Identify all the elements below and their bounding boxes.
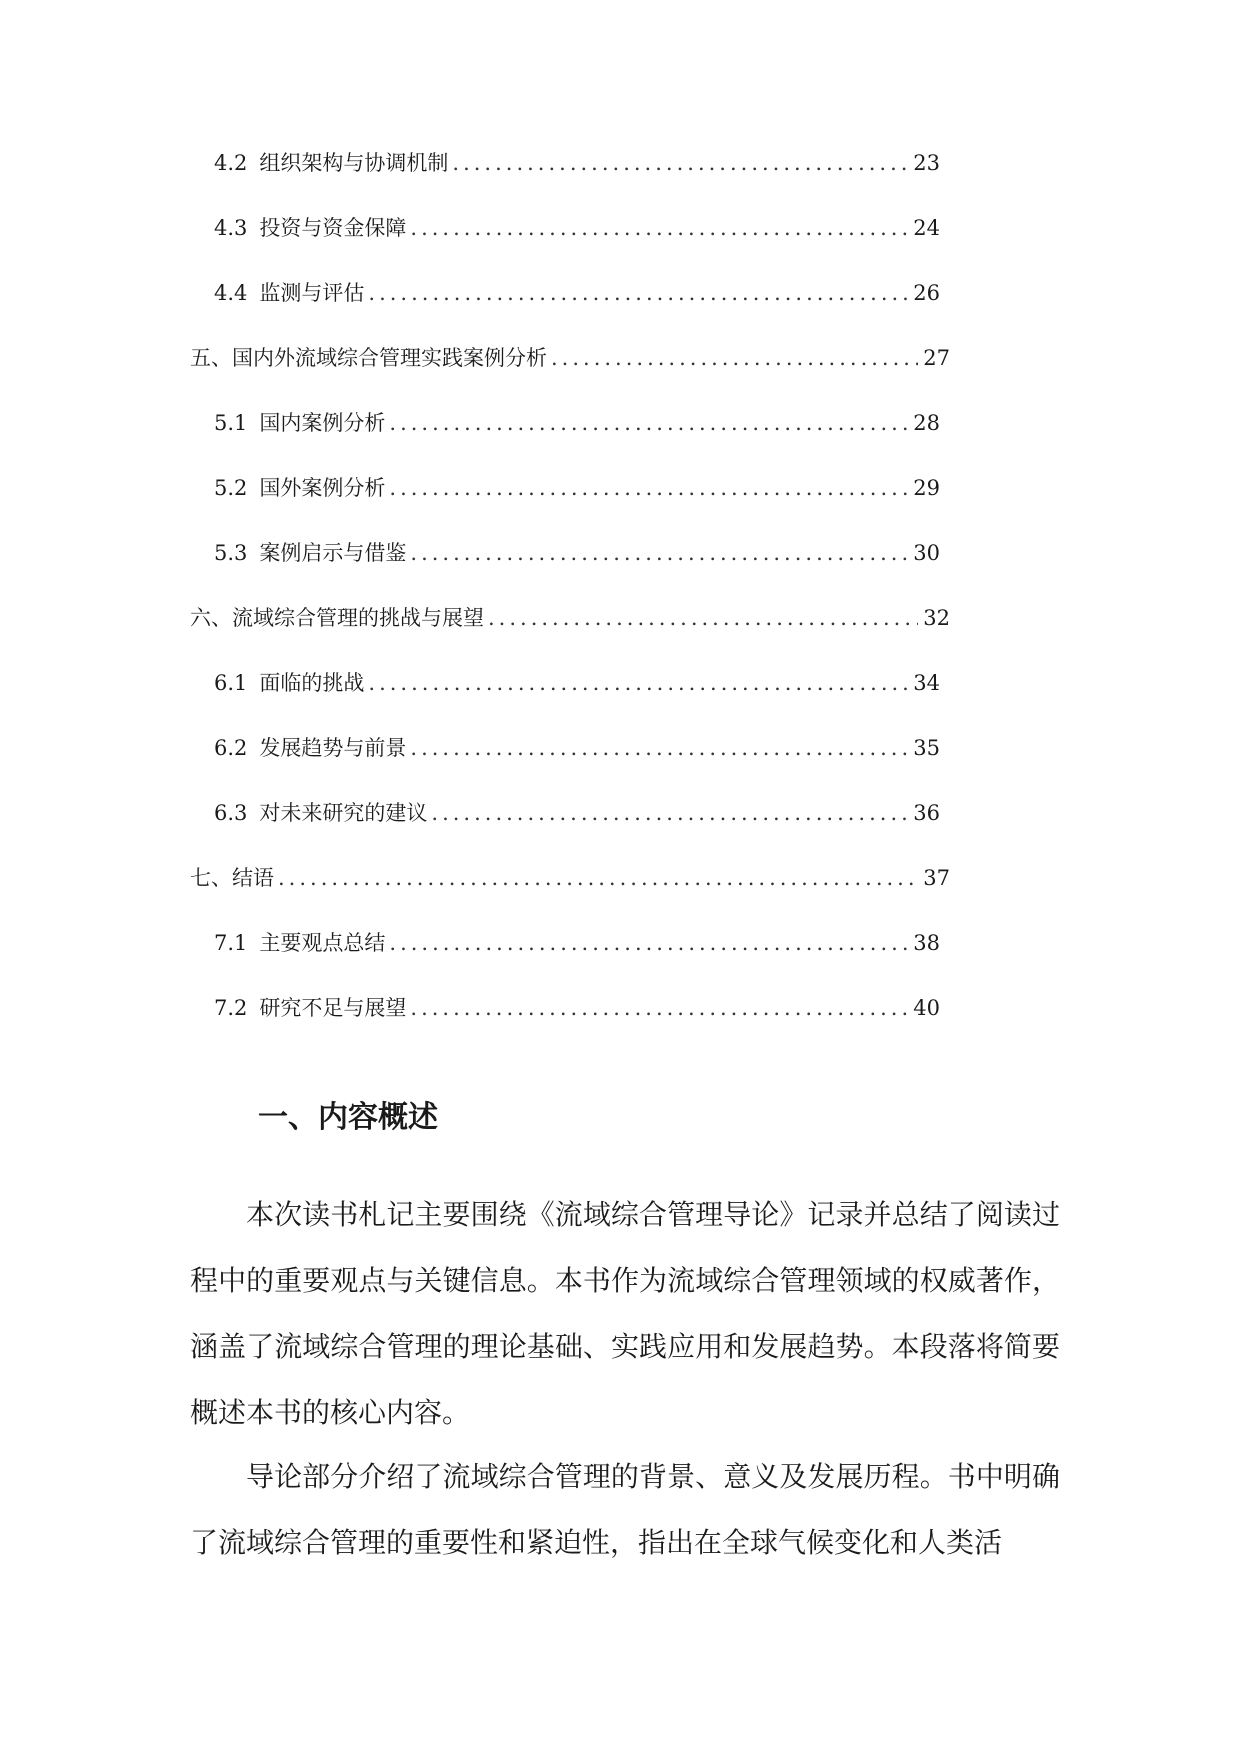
- toc-entry-title: 七、结语: [190, 866, 274, 890]
- body-paragraph: 导论部分介绍了流域综合管理的背景、意义及发展历程。书中明确了流域综合管理的重要性和紧迫性，指出在全球气候变化和人类活: [190, 1460, 1060, 1559]
- section-heading: 一、内容概述: [258, 1100, 438, 1135]
- toc-entry[interactable]: [214, 928, 940, 958]
- toc-entry-page: 37: [923, 866, 950, 890]
- toc-entry-number: 7.2: [214, 996, 248, 1020]
- toc-entry-page: 24: [913, 216, 940, 240]
- toc-entry[interactable]: [214, 473, 940, 503]
- toc-entry-page: 23: [913, 151, 940, 175]
- toc-entry-page: 28: [913, 411, 940, 435]
- toc-entry-title: 五、国内外流域综合管理实践案例分析: [190, 346, 547, 370]
- toc-leader-dots: [410, 733, 908, 763]
- toc-entry-page: 30: [913, 541, 940, 565]
- toc-leader-dots: [368, 278, 908, 308]
- toc-entry-title: 六、流域综合管理的挑战与展望: [190, 606, 484, 630]
- toc-entry[interactable]: [214, 798, 940, 828]
- toc-entry-title: 研究不足与展望: [259, 996, 407, 1020]
- toc-entry-page: 35: [913, 736, 940, 760]
- toc-entry-number: 5.1: [214, 411, 248, 435]
- toc-leader-dots: [551, 343, 918, 373]
- toc-leader-dots: [389, 408, 908, 438]
- toc-entry-title: 国内案例分析: [259, 411, 386, 435]
- toc-entry-number: 7.1: [214, 931, 248, 955]
- toc-leader-dots: [488, 603, 918, 633]
- toc-entry-number: 5.2: [214, 476, 248, 500]
- toc-leader-dots: [431, 798, 908, 828]
- toc-entry-page: 26: [913, 281, 940, 305]
- toc-entry[interactable]: [214, 408, 940, 438]
- toc-leader-dots: [410, 213, 908, 243]
- toc-chapter-entry[interactable]: [190, 603, 950, 633]
- toc-entry[interactable]: [214, 538, 940, 568]
- toc-entry-title: 对未来研究的建议: [259, 801, 428, 825]
- toc-entry-page: 38: [913, 931, 940, 955]
- toc-entry-number: 5.3: [214, 541, 248, 565]
- toc-entry-page: 32: [923, 606, 950, 630]
- toc-leader-dots: [410, 538, 908, 568]
- toc-entry-number: 4.4: [214, 281, 248, 305]
- toc-leader-dots: [410, 993, 908, 1023]
- toc-entry-title: 组织架构与协调机制: [259, 151, 449, 175]
- toc-entry-title: 国外案例分析: [259, 476, 386, 500]
- toc-entry-title: 发展趋势与前景: [259, 736, 407, 760]
- toc-entry-title: 案例启示与借鉴: [259, 541, 407, 565]
- toc-chapter-entry[interactable]: [190, 343, 950, 373]
- toc-entry-page: 29: [913, 476, 940, 500]
- toc-leader-dots: [452, 148, 908, 178]
- toc-entry-title: 主要观点总结: [259, 931, 386, 955]
- toc-entry[interactable]: [214, 733, 940, 763]
- toc-leader-dots: [278, 863, 918, 893]
- toc-chapter-entry[interactable]: [190, 863, 950, 893]
- toc-entry-page: 36: [913, 801, 940, 825]
- toc-entry[interactable]: [214, 993, 940, 1023]
- toc-entry[interactable]: [214, 213, 940, 243]
- toc-leader-dots: [389, 473, 908, 503]
- toc-entry-number: 6.3: [214, 801, 248, 825]
- toc-leader-dots: [368, 668, 908, 698]
- toc-entry[interactable]: [214, 148, 940, 178]
- toc-entry-title: 面临的挑战: [259, 671, 365, 695]
- toc-entry[interactable]: [214, 668, 940, 698]
- toc-entry[interactable]: [214, 278, 940, 308]
- toc-entry-title: 监测与评估: [259, 281, 365, 305]
- body-paragraph: 本次读书札记主要围绕《流域综合管理导论》记录并总结了阅读过程中的重要观点与关键信息。本书作为流域综合管理领域的权威著作，涵盖了流域综合管理的理论基础、实践应用和发展趋势。本段落将简要概述本书的核心内容。: [190, 1198, 1060, 1429]
- toc-entry-page: 27: [923, 346, 950, 370]
- toc-entry-number: 6.1: [214, 671, 248, 695]
- toc-leader-dots: [389, 928, 908, 958]
- toc-entry-title: 投资与资金保障: [259, 216, 407, 240]
- toc-entry-number: 4.3: [214, 216, 248, 240]
- toc-entry-page: 34: [913, 671, 940, 695]
- toc-entry-number: 6.2: [214, 736, 248, 760]
- toc-entry-number: 4.2: [214, 151, 248, 175]
- toc-entry-page: 40: [913, 996, 940, 1020]
